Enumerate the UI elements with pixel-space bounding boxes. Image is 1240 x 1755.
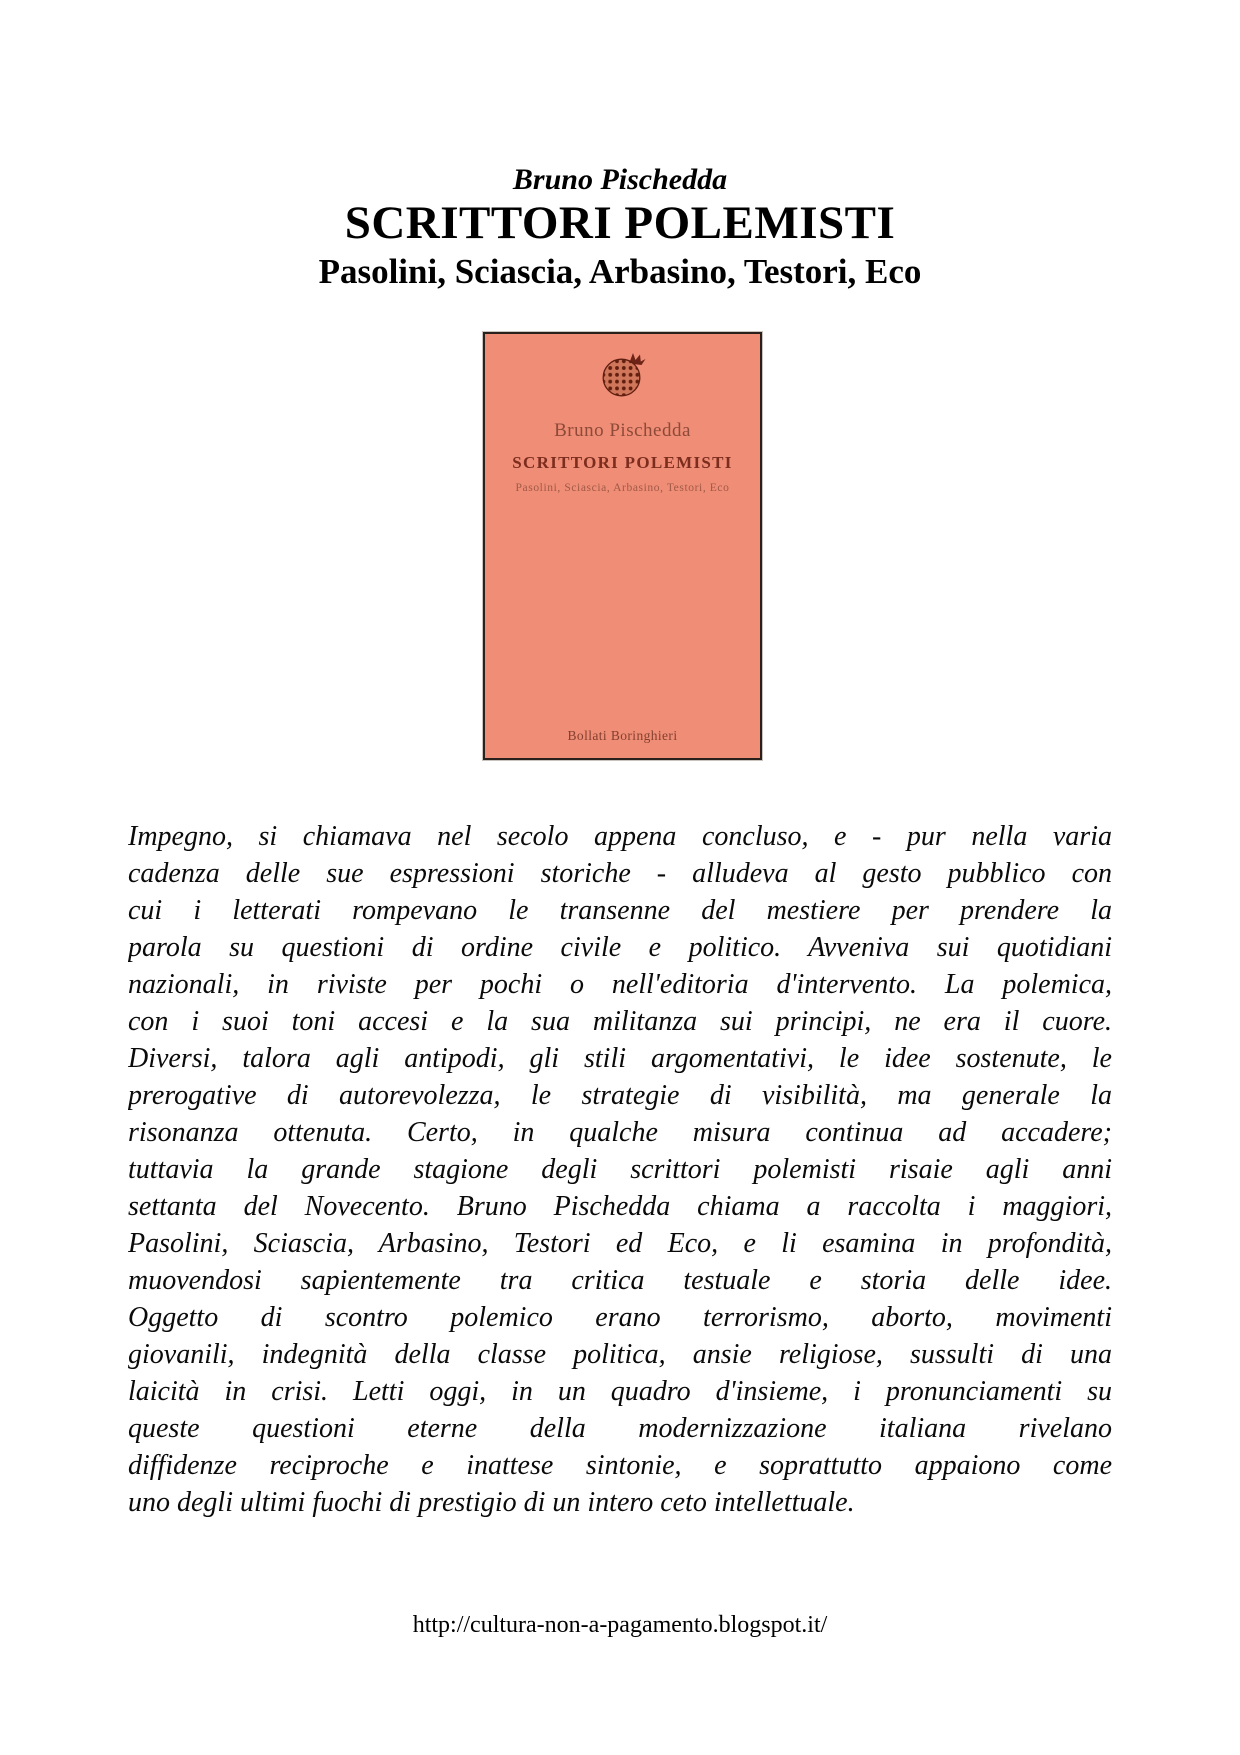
page-title: SCRITTORI POLEMISTI <box>344 197 896 249</box>
body-paragraph <box>128 818 1112 1521</box>
body-line: Oggetto di scontro polemico erano terrorismo, aborto, movimenti <box>128 1302 1112 1333</box>
body-line: cadenza delle sue espressioni storiche - alludeva al gesto pubblico con <box>128 858 1112 889</box>
body-line: prerogative di autorevolezza, le strategie di visibilità, ma generale la <box>128 1080 1112 1111</box>
body-line: cui i letterati rompevano le transenne del mestiere per prendere la <box>128 895 1112 926</box>
pomegranate-publisher-logo-icon <box>600 351 646 397</box>
body-line: queste questioni eterne della modernizzazione italiana rivelano <box>128 1413 1112 1444</box>
body-line: parola su questioni di ordine civile e politico. Avveniva sui quotidiani <box>128 932 1112 963</box>
body-line: con i suoi toni accesi e la sua militanza sui principi, ne era il cuore. <box>128 1006 1112 1037</box>
cover-title: SCRITTORI POLEMISTI <box>512 453 733 472</box>
body-line: settanta del Novecento. Bruno Pischedda chiama a raccolta i maggiori, <box>128 1191 1112 1222</box>
body-line: uno degli ultimi fuochi di prestigio di un intero ceto intellettuale. <box>128 1487 855 1518</box>
cover-subtitle: Pasolini, Sciascia, Arbasino, Testori, Eco <box>515 482 730 494</box>
body-line: giovanili, indegnità della classe politica, ansie religiose, sussulti di una <box>128 1339 1112 1370</box>
body-line: nazionali, in riviste per pochi o nell'editoria d'intervento. La polemica, <box>128 969 1112 1000</box>
body-line: diffidenze reciproche e inattese sintonie, e soprattutto appaiono come <box>128 1450 1112 1481</box>
body-line: Impegno, si chiamava nel secolo appena concluso, e - pur nella varia <box>128 821 1112 852</box>
cover-author: Bruno Pischedda <box>554 420 691 441</box>
body-line: muovendosi sapientemente tra critica testuale e storia delle idee. <box>128 1265 1112 1296</box>
body-line: tuttavia la grande stagione degli scrittori polemisti risaie agli anni <box>128 1154 1112 1185</box>
cover-publisher: Bollati Boringhieri <box>567 728 678 743</box>
body-line: risonanza ottenuta. Certo, in qualche misura continua ad accadere; <box>128 1117 1112 1148</box>
book-cover <box>483 332 762 760</box>
page-subtitle: Pasolini, Sciascia, Arbasino, Testori, Eco <box>318 252 922 291</box>
body-line: laicità in crisi. Letti oggi, in un quadro d'insieme, i pronunciamenti su <box>128 1376 1112 1407</box>
body-line: Diversi, talora agli antipodi, gli stili argomentativi, le idee sostenute, le <box>128 1043 1112 1074</box>
body-line: Pasolini, Sciascia, Arbasino, Testori ed Eco, e li esamina in profondità, <box>128 1228 1112 1259</box>
footer-url: http://cultura-non-a-pagamento.blogspot.it/ <box>412 1612 828 1638</box>
page-author: Bruno Pischedda <box>512 163 728 196</box>
